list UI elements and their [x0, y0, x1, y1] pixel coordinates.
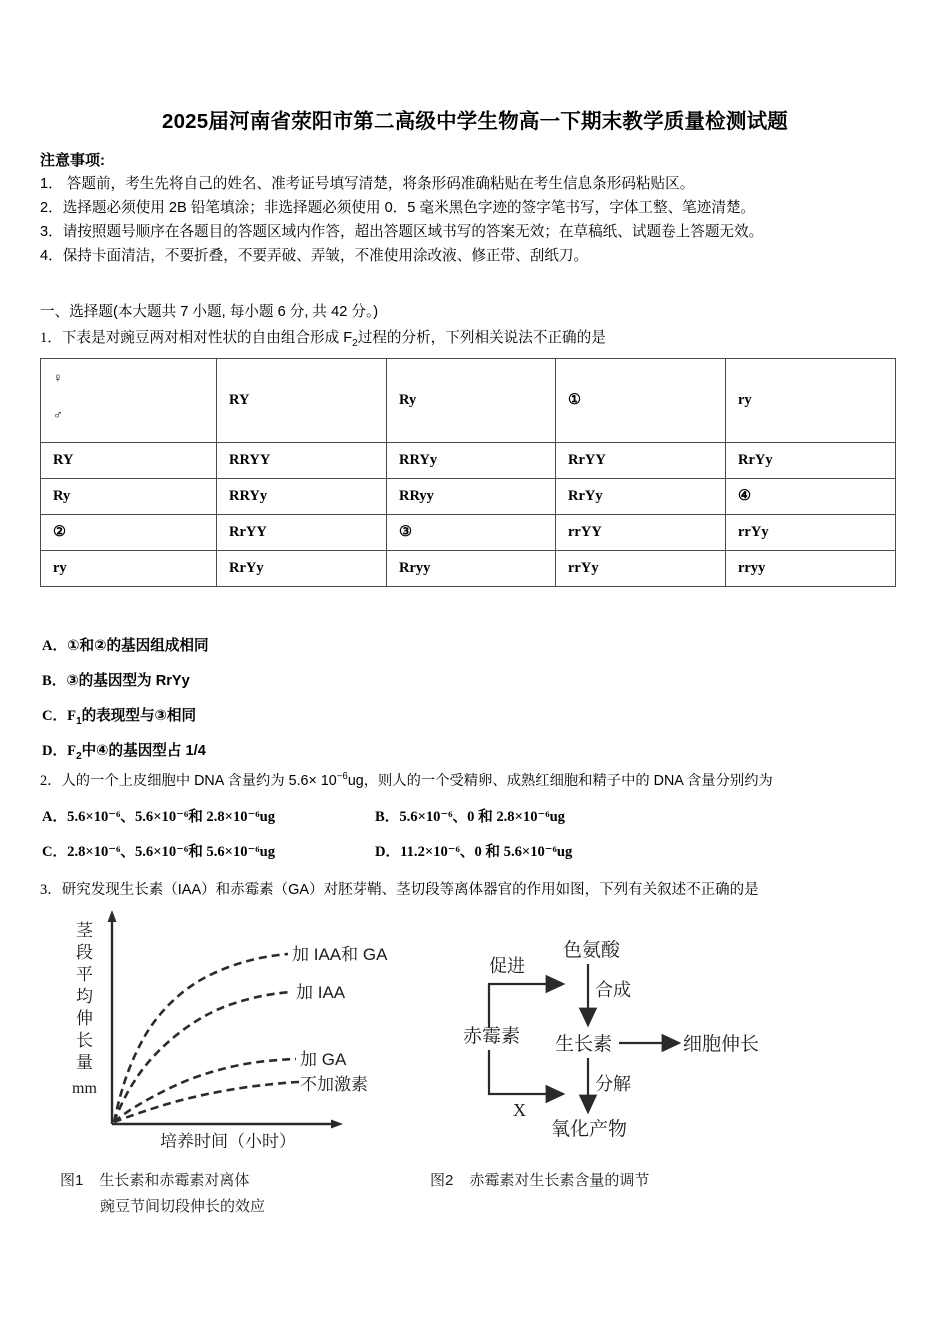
option-label: D． [42, 743, 68, 759]
y-axis-arrow-icon [108, 910, 117, 922]
notice-heading: 注意事项: [40, 152, 105, 169]
y-axis-label-char: 茎 [76, 921, 93, 940]
option-label: D． [375, 844, 401, 860]
curve-label-no-hormone: 不加激素 [300, 1075, 368, 1094]
option-subscript: 1 [76, 715, 82, 727]
edge-label-synthesis: 合成 [595, 980, 631, 1000]
table-cell: Rryy [387, 551, 556, 587]
node-cell-elongation: 细胞伸长 [683, 1034, 760, 1055]
y-axis-unit-label: mm [72, 1080, 97, 1097]
female-symbol-icon: ♀ [53, 370, 63, 385]
table-cell: RRyy [387, 479, 556, 515]
question-1-option-b[interactable] [42, 669, 190, 690]
question-2-option-c[interactable] [42, 840, 275, 861]
option-text: 11.2×10⁻⁶、0 和 5.6×10⁻⁶ug [400, 844, 573, 860]
table-cell: RRYy [217, 479, 387, 515]
figure-1-caption-line2: 豌豆节间切段伸长的效应 [100, 1198, 266, 1215]
notice-item: 1． 答题前，考生先将自己的姓名、准考证号填写清楚，将条形码准确粘贴在考生信息条形码粘贴区。 [40, 176, 695, 192]
table-row [41, 479, 896, 515]
edge-label-promote: 促进 [489, 956, 525, 976]
figure-2-caption-text: 赤霉素对生长素含量的调节 [469, 1172, 650, 1189]
punnett-square-table [40, 358, 896, 587]
x-axis-arrow-icon [331, 1120, 343, 1129]
header-gamete-cell: ry [726, 359, 896, 443]
x-axis-label: 培养时间（小时） [160, 1132, 296, 1148]
question-2-stem [40, 770, 773, 790]
notice-item: 4．保持卡面清洁，不要折叠，不要弄破、弄皱，不准使用涂改液、修正带、刮纸刀。 [40, 248, 589, 264]
table-corner-cell [41, 359, 217, 443]
notice-item: 3．请按照题号顺序在各题目的答题区域内作答，超出答题区域书写的答案无效；在草稿纸、试题卷上答题无效。 [40, 224, 764, 240]
row-gamete-cell: Ry [41, 479, 217, 515]
option-text-pre: F [67, 708, 77, 724]
option-text: ①和②的基因组成相同 [67, 638, 209, 654]
option-text: ③的基因型为 RrYy [66, 673, 190, 689]
table-cell: RrYY [217, 515, 387, 551]
question-3-stem [40, 878, 759, 899]
node-auxin: 生长素 [555, 1034, 613, 1055]
question-1-stem-text-after: 过程的分析，下列相关说法不正确的是 [357, 330, 606, 346]
option-subscript: 2 [76, 750, 82, 762]
table-header-row [41, 359, 896, 443]
edge-label-decompose: 分解 [595, 1074, 631, 1094]
option-label: C． [42, 708, 68, 724]
option-label: A． [42, 638, 68, 654]
table-cell: ④ [726, 479, 896, 515]
edge-label-x: X [513, 1100, 526, 1120]
curve-label-iaa: 加 IAA [296, 983, 346, 1002]
y-axis-label-char: 段 [76, 943, 93, 962]
node-oxidation-product: 氧化产物 [551, 1119, 628, 1140]
figure-1-caption [60, 1168, 400, 1220]
question-2-stem-part1: 人的一个上皮细胞中 DNA 含量约为 5.6× 10 [61, 773, 337, 789]
question-1-number: 1． [40, 330, 62, 346]
curve-iaa-and-ga [114, 954, 288, 1122]
figure-2-ga-regulation-flowchart [455, 928, 815, 1143]
question-2-stem-superscript: −6 [336, 771, 348, 783]
y-axis-label-char: 长 [76, 1031, 93, 1050]
option-label: C． [42, 844, 68, 860]
table-cell: rrYy [726, 515, 896, 551]
question-3-stem-text: 研究发现生长素（IAA）和赤霉素（GA）对胚芽鞘、茎切段等离体器官的作用如图，下列有关叙述不正确的是 [61, 882, 759, 898]
question-1-option-a[interactable] [42, 634, 209, 655]
table-cell: RRYy [387, 443, 556, 479]
question-3-number: 3． [40, 882, 62, 898]
curve-no-hormone [114, 1082, 300, 1122]
table-row [41, 443, 896, 479]
question-2-option-d[interactable] [375, 840, 572, 861]
header-gamete-cell: RY [217, 359, 387, 443]
section-heading: 一、选择题(本大题共 7 小题, 每小题 6 分, 共 42 分。) [40, 304, 379, 320]
option-label: B． [375, 809, 400, 825]
question-1-stem [40, 326, 606, 349]
figure-2-caption-label: 图2 [430, 1172, 454, 1189]
male-symbol-icon: ♂ [53, 407, 63, 422]
option-text-pre: F [67, 743, 77, 759]
table-cell: RrYY [556, 443, 726, 479]
option-text: 2.8×10⁻⁶、5.6×10⁻⁶和 5.6×10⁻⁶ug [67, 844, 276, 860]
option-text: 5.6×10⁻⁶、5.6×10⁻⁶和 2.8×10⁻⁶ug [67, 809, 276, 825]
question-2-stem-part2: ug，则人的一个受精卵、成熟红细胞和精子中的 DNA 含量分别约为 [347, 773, 773, 789]
node-tryptophan: 色氨酸 [563, 940, 621, 961]
y-axis-label-char: 量 [76, 1053, 93, 1072]
question-1-stem-subscript: 2 [352, 337, 358, 349]
figure-1-caption-line1: 生长素和赤霉素对离体 [99, 1172, 250, 1189]
table-row [41, 515, 896, 551]
question-2-option-a[interactable] [42, 805, 275, 826]
notice-item: 2．选择题必须使用 2B 铅笔填涂；非选择题必须使用 0．5 毫米黑色字迹的签字笔书写，字体工整、笔迹清楚。 [40, 200, 756, 216]
header-gamete-cell: ① [556, 359, 726, 443]
option-text-post: 中④的基因型占 1/4 [81, 743, 206, 759]
curve-label-ga: 加 GA [300, 1050, 347, 1069]
curve-label-iaa-and-ga: 加 IAA和 GA [292, 945, 388, 964]
table-cell: RRYY [217, 443, 387, 479]
question-2-option-b[interactable] [375, 805, 565, 826]
y-axis-label-char: 伸 [76, 1009, 93, 1028]
table-cell: RrYy [217, 551, 387, 587]
option-label: B． [42, 673, 67, 689]
arrow-promote-synthesis [489, 984, 561, 1028]
table-row [41, 551, 896, 587]
option-text: 5.6×10⁻⁶、0 和 2.8×10⁻⁶ug [399, 809, 565, 825]
row-gamete-cell: ② [41, 515, 217, 551]
figure-1-growth-curves [50, 908, 450, 1148]
question-2-number: 2． [40, 773, 62, 789]
page-title: 2025届河南省荥阳市第二高级中学生物高一下期末教学质量检测试题 [161, 110, 788, 133]
question-1-stem-text-before: 下表是对豌豆两对相对性状的自由组合形成 F [61, 330, 353, 346]
table-cell: rryy [726, 551, 896, 587]
node-gibberellin: 赤霉素 [463, 1026, 521, 1047]
y-axis-label-char: 平 [76, 965, 93, 984]
y-axis-label-char: 均 [76, 987, 93, 1006]
row-gamete-cell: RY [41, 443, 217, 479]
table-cell: RrYy [726, 443, 896, 479]
table-cell: rrYy [556, 551, 726, 587]
row-gamete-cell: ry [41, 551, 217, 587]
notice-block [40, 150, 920, 268]
arrow-x-decompose [489, 1050, 561, 1094]
figure-1-caption-label: 图1 [60, 1172, 84, 1189]
table-cell: RrYy [556, 479, 726, 515]
header-gamete-cell: Ry [387, 359, 556, 443]
table-cell: ③ [387, 515, 556, 551]
option-label: A． [42, 809, 68, 825]
table-cell: rrYY [556, 515, 726, 551]
figure-2-caption [430, 1168, 790, 1194]
question-1-option-d[interactable] [42, 739, 206, 762]
option-text-post: 的表现型与③相同 [81, 708, 197, 724]
question-1-option-c[interactable] [42, 704, 196, 727]
